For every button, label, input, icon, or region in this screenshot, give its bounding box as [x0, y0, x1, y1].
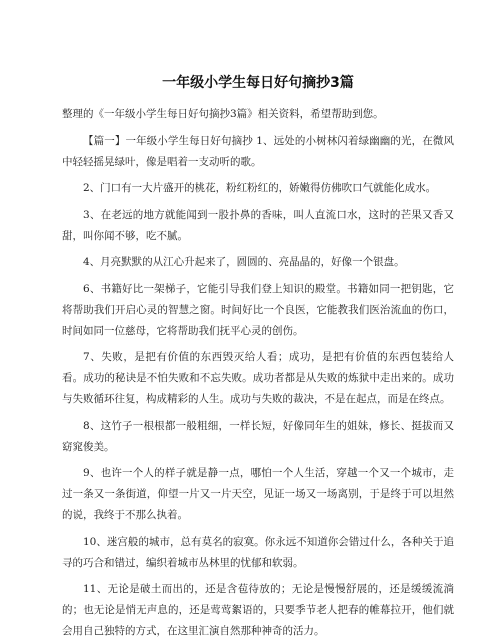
- paragraph-3: 3、在老远的地方就能闻到一股扑鼻的香味，叫人直流口水，这时的芒果又香又甜，叫你闻不够，吃不腻。: [62, 208, 454, 242]
- intro-paragraph: 整理的《一年级小学生每日好句摘抄3篇》相关资料，希望帮助到您。: [62, 108, 384, 120]
- paragraph-9: 10、迷宫般的城市，总有莫名的寂寞。你永远不知道你会错过什么，各种关于追寻的巧合和错过，编织着城市丛林里的忧郁和软弱。: [62, 535, 454, 569]
- document-title: 一年级小学生每日好句摘抄3篇: [162, 75, 354, 91]
- paragraph-10: 11、无论是破土而出的，还是含苞待放的；无论是慢慢舒展的，还是缓缓流淌的；也无论是悄无声息的，还是莺莺絮语的，只要季节老人把春的帷幕拉开，他们就会用自己独特的方式，在这里汇演自然那种神奇的活力。: [62, 583, 454, 637]
- paragraph-2: 2、门口有一大片盛开的桃花，粉红粉红的，娇嫩得仿佛吹口气就能化成水。: [83, 182, 437, 194]
- paragraph-5: 6、书籍好比一架梯子，它能引导我们登上知识的殿堂。书籍如同一把钥匙，它将帮助我们开启心灵的智慧之窗。时间好比一个良医，它能教我们医治流血的伤口，时间如同一位慈母，它将帮助我们抚平心灵的创伤。: [62, 282, 454, 337]
- paragraph-6: 7、失败，是把有价值的东西毁灭给人看；成功，是把有价值的东西包装给人看。成功的秘诀是不怕失败和不忘失败。成功者都是从失败的炼狱中走出来的。成功与失败循环往复，构成精彩的人生。成功与失败的裁决，不是在起点，而是在终点。: [62, 351, 454, 405]
- paragraph-8: 9、也许一个人的样子就是静一点，哪怕一个人生活，穿越一个又一个城市，走过一条又一条街道，仰望一片又一片天空，见证一场又一场离别，于是终于可以坦然的说，我终于不那么执着。: [62, 467, 454, 521]
- paragraph-4: 4、月亮默默的从江心升起来了，圆圆的、亮晶晶的，好像一个银盘。: [83, 256, 405, 268]
- paragraph-7: 8、这竹子一根根都一般粗细，一样长短，好像同年生的姐妹，修长、挺拔而又窈窕俊美。: [62, 419, 454, 453]
- paragraph-1: 【篇一】一年级小学生每日好句摘抄 1、远处的小树林闪着绿幽幽的光，在微风中轻轻摇晃绿叶，像是唱着一支动听的歌。: [62, 134, 454, 168]
